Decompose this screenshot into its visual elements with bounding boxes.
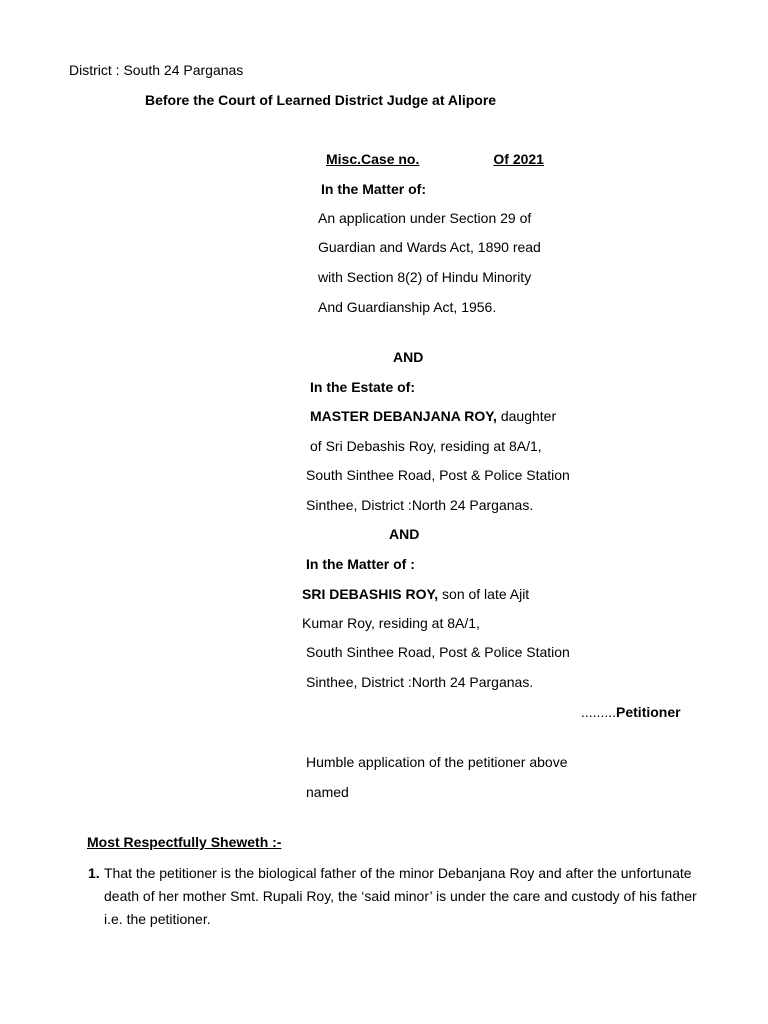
petitioner-address-line: South Sinthee Road, Post & Police Station [306,644,570,660]
application-line: Guardian and Wards Act, 1890 read [318,239,541,255]
petitioner-name: SRI DEBASHIS ROY, [302,586,439,602]
numbered-paragraph [88,862,708,931]
court-heading: Before the Court of Learned District Judge at Alipore [145,92,497,108]
application-line: And Guardianship Act, 1956. [318,299,497,315]
petitioner-designation [581,703,681,721]
humble-application-line: named [306,784,349,800]
minor-address-line: Sinthee, District :North 24 Parganas. [306,497,534,513]
in-the-matter-heading: In the Matter of: [321,181,426,197]
salutation: Most Respectfully Sheweth :- [87,834,282,850]
misc-case-label: Misc.Case no. [326,151,420,167]
application-line: An application under Section 29 of [318,210,532,226]
paragraph-number: 1. [88,865,100,881]
and-separator: AND [389,526,420,542]
humble-application-line: Humble application of the petitioner above [306,754,568,770]
petitioner-address-line: Kumar Roy, residing at 8A/1, [302,615,480,631]
minor-name-line [310,407,556,425]
misc-case-year: Of 2021 [493,151,544,167]
district-line: District : South 24 Parganas [69,62,244,78]
and-separator: AND [393,349,424,365]
minor-address-line: of Sri Debashis Roy, residing at 8A/1, [310,438,542,454]
misc-case-line [326,150,544,168]
petitioner-relation: son of late Ajit [438,586,530,602]
petitioner-address-line: Sinthee, District :North 24 Parganas. [306,674,534,690]
petitioner-dots: ......... [581,704,617,720]
estate-heading: In the Estate of: [310,379,416,395]
minor-address-line: South Sinthee Road, Post & Police Station [306,467,570,483]
petitioner-name-line [302,585,529,603]
application-line: with Section 8(2) of Hindu Minority [318,269,532,285]
minor-name: MASTER DEBANJANA ROY, [310,408,497,424]
matter-heading: In the Matter of : [306,556,415,572]
minor-relation: daughter [496,408,557,424]
paragraph-text: That the petitioner is the biological father of the minor Debanjana Roy and after the unfortunate death of her mother Smt. Rupali Roy, the ‘said minor’ is under the care and custody of his father i.e. the petitioner. [104,865,697,927]
petitioner-label: Petitioner [616,704,681,720]
